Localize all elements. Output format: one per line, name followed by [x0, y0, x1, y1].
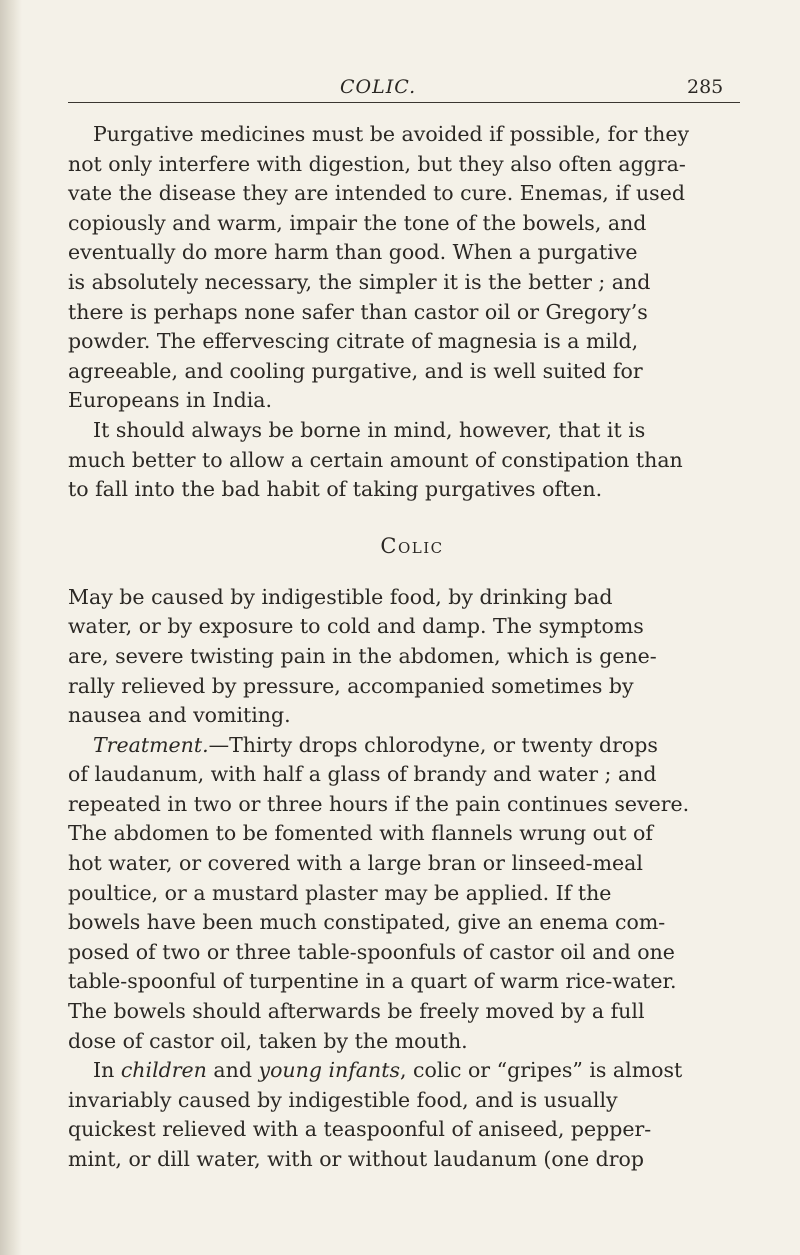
page-gutter-shadow	[0, 0, 22, 1255]
text-line: not only interfere with digestion, but they also often aggra-	[68, 151, 686, 176]
text-line: May be caused by indigestible food, by drinking bad	[68, 584, 613, 609]
text-span: In	[93, 1058, 121, 1083]
text-line: quickest relieved with a teaspoonful of aniseed, pepper-	[68, 1117, 652, 1142]
text-line: agreeable, and cooling purgative, and is well suited for	[68, 358, 643, 383]
text-line	[68, 1056, 748, 1086]
text-line: hot water, or covered with a large bran or linseed-meal	[68, 851, 643, 876]
book-page	[57, 0, 747, 1171]
text-line: to fall into the bad habit of taking purgatives often.	[68, 477, 603, 502]
text-line: dose of castor oil, taken by the mouth.	[68, 1028, 468, 1053]
text-line: there is perhaps none safer than castor oil or Gregory’s	[68, 299, 648, 324]
text-line: of laudanum, with half a glass of brandy and water ; and	[68, 762, 657, 787]
italic-term: young infants	[258, 1058, 400, 1083]
text-line: repeated in two or three hours if the pain continues severe.	[68, 791, 690, 816]
text-line: poultice, or a mustard plaster may be applied. If the	[68, 880, 612, 905]
text-line: eventually do more harm than good. When a purgative	[68, 240, 638, 265]
text-line: powder. The effervescing citrate of magnesia is a mild,	[68, 329, 639, 354]
text-line: posed of two or three table-spoonfuls of castor oil and one	[68, 939, 675, 964]
text-line: It should always be borne in mind, however, that it is	[93, 417, 646, 442]
text-line: Purgative medicines must be avoided if possible, for they	[93, 122, 690, 146]
text-line: Europeans in India.	[68, 388, 273, 413]
text-line: rally relieved by pressure, accompanied sometimes by	[68, 673, 634, 698]
text-line: mint, or dill water, with or without laudanum (one drop	[68, 1147, 644, 1171]
italic-term: children	[120, 1058, 207, 1083]
text-line: vate the disease they are intended to cure. Enemas, if used	[68, 181, 685, 206]
header-rule	[68, 102, 740, 103]
text-line: are, severe twisting pain in the abdomen, which is gene-	[68, 643, 657, 668]
text-line: nausea and vomiting.	[68, 703, 291, 728]
paragraph-treatment	[68, 731, 748, 1057]
text-line: copiously and warm, impair the tone of the bowels, and	[68, 210, 647, 235]
text-line: water, or by exposure to cold and damp. The symptoms	[68, 614, 644, 639]
paragraph-children	[68, 1056, 748, 1174]
text-line	[68, 731, 748, 761]
paragraph-purgatives	[68, 120, 748, 416]
text-line: much better to allow a certain amount of constipation than	[68, 447, 683, 472]
text-span: —Thirty drops chlorodyne, or twenty drops	[208, 732, 658, 757]
treatment-label: Treatment.	[93, 732, 209, 757]
text-line: The bowels should afterwards be freely moved by a full	[68, 999, 645, 1024]
text-line: The abdomen to be fomented with flannels wrung out of	[68, 821, 653, 846]
paragraph-constipation	[68, 416, 748, 505]
text-line: table-spoonful of turpentine in a quart of warm rice-water.	[68, 969, 677, 994]
text-span: and	[206, 1058, 259, 1083]
text-span: , colic or “gripes” is almost	[399, 1058, 683, 1083]
page-number: 285	[687, 76, 724, 98]
body-text	[68, 120, 748, 1175]
text-line: invariably caused by indigestible food, and is usually	[68, 1087, 618, 1112]
text-line: is absolutely necessary, the simpler it is the better ; and	[68, 269, 651, 294]
page-header	[57, 0, 747, 100]
text-line: bowels have been much constipated, give an enema com-	[68, 910, 666, 935]
paragraph-causes	[68, 583, 748, 731]
section-heading: Colic	[380, 533, 444, 558]
running-head: COLIC.	[340, 76, 417, 98]
